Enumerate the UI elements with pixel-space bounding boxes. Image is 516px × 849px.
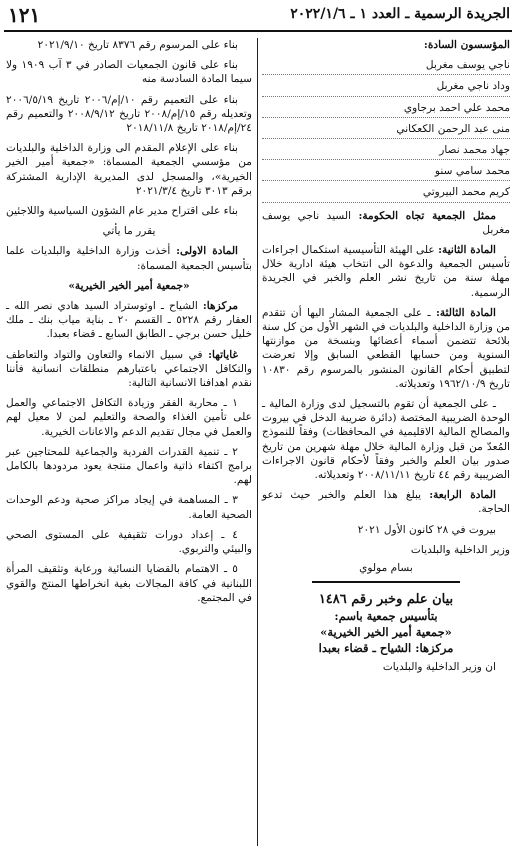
article-2 xyxy=(262,243,510,300)
list-item: محمد سامي سنو xyxy=(262,164,510,181)
preamble-3: بناء على التعميم رقم ١٠/إم/٢٠٠٦ تاريخ ٢٠٠٦/٥/١٩ وتعديله رقم ١٥/إم/٢٠٠٨ تاريخ ٢٠٠٨/٩/١٢ والتعميم رقم ٢٤/إم/٢٠١٨ تاريخ ٢٠١٨/١١/٨ xyxy=(6,93,252,135)
signature-name: بسام مولوي xyxy=(359,562,413,575)
list-item: وداد ناجي مغربل xyxy=(262,79,510,96)
goal-5: ٥ ـ الاهتمام بالقضايا النسائية ورعاية وتثقيف المرأة اللبنانية في كافة المجالات بغية انخراطها المنتج والقوي في المجتمع. xyxy=(6,563,252,604)
article-2-text: على الهيئة التأسيسية استكمال اجراءات تأسيس الجمعية والدعوة الى انتخاب هيئة ادارية خلال مهلة سنة من تاريخ نشر العلم والخبر في الجريدة الرسمية. xyxy=(262,244,510,299)
goal-3: ٣ ـ المساهمة في إيجاد مراكز صحية ودعم الوحدات الصحية العامة. xyxy=(6,494,252,521)
list-item: ناجي يوسف مغربل xyxy=(262,58,510,75)
goal-4: ٤ ـ إعداد دورات تثقيفية على المستوى الصحي والبيئي والتربوي. xyxy=(6,528,252,556)
article-4 xyxy=(262,488,510,516)
association-name: «جمعية أمير الخير الخيرية» xyxy=(68,279,190,292)
preamble-1: بناء على المرسوم رقم ٨٣٧٦ تاريخ ٢٠٢١/٩/١٠ xyxy=(37,39,238,51)
list-item: منى عبد الرحمن الكعكاني xyxy=(262,122,510,139)
article-2-label: المادة الثانية: xyxy=(438,244,496,257)
goals xyxy=(6,348,252,391)
goal-1: ١ ـ محاربة الفقر وزيادة التكافل الاجتماعي والعمل على تأمين الغذاء والصحة والتعليم لمن لا معيل لهم والعمل في مجال تقديم الدعم والاعانات الخيرية. xyxy=(6,397,252,438)
list-item: محمد علي احمد برجاوي xyxy=(262,101,510,118)
notice-intro: ان وزير الداخلية والبلديات xyxy=(382,661,496,674)
article-4-text: يبلغ هذا العلم والخبر حيث تدعو الحاجة. xyxy=(262,489,510,516)
preamble-5: بناء على اقتراح مدير عام الشؤون السياسية واللاجئين xyxy=(6,205,238,218)
article-3-label: المادة الثالثة: xyxy=(435,306,496,319)
section-divider xyxy=(312,581,461,583)
article-3 xyxy=(262,306,510,391)
article-1-text: أخذت وزارة الداخلية والبلديات علما بتأسيس الجمعية المسماة: xyxy=(6,245,252,272)
page-header xyxy=(0,0,516,34)
preamble-2: بناء على قانون الجمعيات الصادر في ٣ آب ١٩٠٩ ولا سيما المادة السادسة منه xyxy=(6,59,252,86)
founders-label: المؤسسون السادة: xyxy=(423,39,510,51)
headquarters-text: الشياح ـ اوتوستراد السيد هادي نصر الله ـ العقار رقم ٥٢٢٨ ـ القسم ٢٠ ـ بناية مياب بنك ـ ملك خليل حسن برجي ـ الطابق السابع ـ قضاء بعبدا. xyxy=(6,300,252,341)
article-4-label: المادة الرابعة: xyxy=(429,489,496,502)
signature-date: بيروت في ٢٨ كانون الأول ٢٠٢١ xyxy=(357,523,496,536)
column-divider xyxy=(257,38,258,846)
goals-text: في سبيل الانماء والتعاون والتواد والتعاطف والتكافل الاجتماعي باعتبارهم منطلقات انسانية فأننا نقدم اهدافنا الانسانية التالية: xyxy=(6,348,252,390)
notice-title: بيان علم وخبر رقم ١٤٨٦ xyxy=(318,592,454,608)
article-3-paragraph-2: ـ على الجمعية أن تقوم بالتسجيل لدى وزارة المالية ـ الوحدة الضريبية المختصة (دائرة ضريبة الدخل في بيروت والمصالح المالية الاقليمية في المحافظات) وفقاً للنموذج المُعدّ من قبل وزارة المالية خلال مهلة شهرين من تاريخ صدور بيان العلم والخبر وفقاً لأحكام قانون الاجراءات الضريبية رقم ٤٤ تاريخ ٢٠٠٨/١١/١١ وتعديلاته. xyxy=(262,398,510,482)
article-3-text: ـ على الجمعية المشار اليها أن تتقدم من وزارة الداخلية والبلديات في الشهر الأول من كل سنة بلائحة تتضمن أسماء أعضائها وبنسخة من موازنتها السنوية ومن حسابها القطعي السابق وإلا تعرضت لتطبيق أحكام القانون المنشور بالمرسوم رقم ١٠٨٣٠ تاريخ ١٩٦٢/١٠/٩ وتعديلاته. xyxy=(262,306,510,390)
article-1 xyxy=(6,244,252,272)
notice-association-name: «جمعية أمير الخير الخيرية» xyxy=(320,625,452,640)
header-rule xyxy=(4,30,512,32)
article-1-label: المادة الاولى: xyxy=(176,245,238,258)
goals-label: غاياتها: xyxy=(208,348,238,361)
decides-heading: يقرر ما يأتي xyxy=(102,225,156,238)
goal-2: ٢ ـ تنمية القدرات الفردية والجماعية للمحتاجين عبر برامج اكتفاء ذاتية واعمال منتجة يعود مردودها بالكامل لهم. xyxy=(6,445,252,487)
list-item: كريم محمد البيروتي xyxy=(262,185,510,202)
page-number: ١٢١ xyxy=(8,3,41,27)
notice-subtitle: بتأسيس جمعية باسم: xyxy=(334,609,438,624)
list-item: جهاد محمد نصار xyxy=(262,143,510,160)
right-column xyxy=(262,38,510,681)
notice-headquarters: مركزها: الشياح ـ قضاء بعبدا xyxy=(318,641,454,656)
founders-list xyxy=(262,58,510,202)
signature-role: وزير الداخلية والبلديات xyxy=(410,543,510,556)
gazette-title: الجريدة الرسمية ـ العدد ١ ـ ٢٠٢٢/١/٦ xyxy=(290,6,510,22)
headquarters-label: مركزها: xyxy=(202,300,239,313)
left-column xyxy=(6,38,252,611)
preamble-4: بناء على الإعلام المقدم الى وزارة الداخلية والبلديات من مؤسسي الجمعية المسماة: «جمعية أمير الخير الخيرية»، والمسجل لدى المديرية الإدارية المشتركة برقم ٣٠١٣ تاريخ ٢٠٢١/٣/٤ xyxy=(6,142,252,197)
representative-paragraph xyxy=(262,209,510,237)
representative-text: السيد ناجي يوسف مغربل xyxy=(262,209,510,236)
headquarters xyxy=(6,299,252,342)
representative-label: ممثل الجمعية تجاه الحكومة: xyxy=(358,209,496,222)
